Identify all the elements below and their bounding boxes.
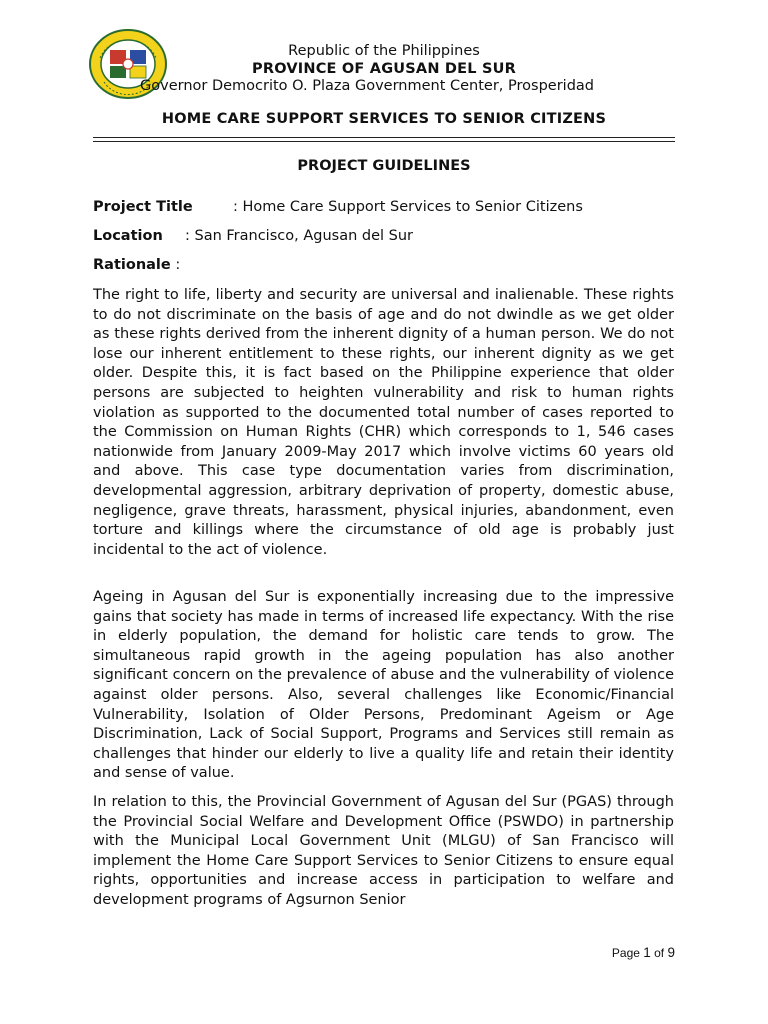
total-pages: 9 [667, 945, 675, 960]
of-word: of [650, 946, 668, 960]
rationale-paragraph-1: The right to life, liberty and security are universal and inalienable. These rights to do not discriminate on the basis of age and do not dwindle as we get older as these rights derived from the inherent dignity of a human person. We do not lose our inherent entitlement to these rights, our inherent dignity as we get older. Despite this, it is fact based on the Philippine experience that older persons are subjected to heighten vulnerability and risk to human rights violation as supported to the documented total number of cases reported to the Commission on Human Rights (CHR) which corresponds to 1, 546 cases nationwide from January 2009-May 2017 which involve victims 60 years old and above. This case type documentation varies from discrimination, developmental aggression, arbitrary deprivation of property, domestic abuse, negligence, grave threats, harassment, physical injuries, abandonment, even torture and killings where the circumstance of old age is probably just incidental to the act of violence. [93, 287, 674, 558]
rationale-paragraph-3: In relation to this, the Provincial Government of Agusan del Sur (PGAS) through the Provincial Social Welfare and Development Office (PSWDO) in partnership with the Municipal Local Government Unit (MLGU) of San Francisco will implement the Home Care Support Services to Senior Citizens to ensure equal rights, opportunities and increase access in participation to welfare and development programs of Agsurnon Senior [93, 794, 674, 908]
province-name: PROVINCE OF AGUSAN DEL SUR [252, 61, 516, 77]
location-value: : San Francisco, Agusan del Sur [185, 228, 413, 244]
republic-line: Republic of the Philippines [288, 43, 480, 59]
project-title-label: Project Title [93, 199, 193, 215]
rationale-field [93, 257, 180, 273]
title-divider-top [93, 137, 675, 138]
project-title-value: : Home Care Support Services to Senior Citizens [233, 199, 583, 215]
rationale-colon: : [170, 257, 181, 273]
rationale-paragraph-2: Ageing in Agusan del Sur is exponentially increasing due to the impressive gains that society has made in terms of increased life expectancy. With the rise in elderly population, the demand for holistic care tends to grow. The simultaneous rapid growth in the ageing population has also another significant concern on the prevalence of abuse and the vulnerability of violence against older persons. Also, several challenges like Economic/Financial Vulnerability, Isolation of Older Persons, Predominant Ageism or Age Discrimination, Lack of Social Support, Programs and Services still remain as challenges that hinder our elderly to live a quality life and retain their identity and sense of value. [93, 589, 674, 782]
document-title: HOME CARE SUPPORT SERVICES TO SENIOR CITIZENS [161, 111, 607, 127]
location-label: Location [93, 228, 163, 244]
page-word: Page [611, 946, 644, 960]
project-title-field [93, 199, 583, 215]
title-divider-bottom [93, 141, 675, 142]
section-title: PROJECT GUIDELINES [297, 158, 471, 174]
rationale-label: Rationale [93, 257, 171, 273]
page-number-footer [612, 945, 675, 960]
location-field [93, 228, 413, 244]
current-page-number: 1 [643, 945, 651, 960]
office-address: Governor Democrito O. Plaza Government Center, Prosperidad [140, 78, 594, 94]
